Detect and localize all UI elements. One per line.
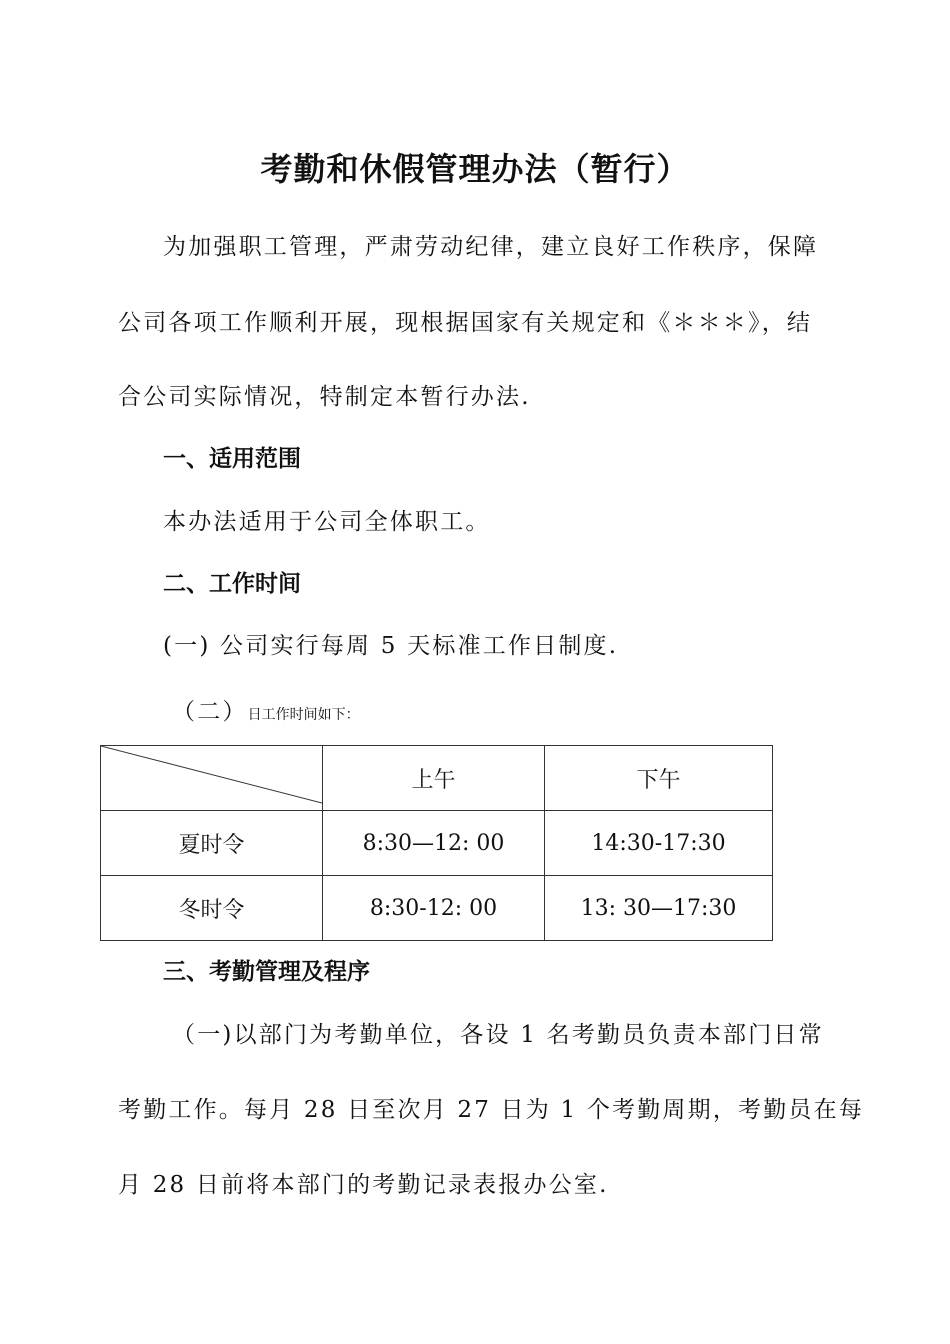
section-3-line-3: 月 28 日前将本部门的考勤记录表报办公室. [118,1172,609,1198]
afternoon-time: 13: 30—17:30 [545,876,773,941]
row-label: 夏时令 [101,811,323,876]
table-row [101,876,773,941]
section-3-line-1: （一)以部门为考勤单位，各设 1 名考勤员负责本部门日常 [172,1022,824,1048]
section-3-line-2: 考勤工作。每月 28 日至次月 27 日为 1 个考勤周期，考勤员在每 [118,1097,865,1123]
item-2-marker: （二） [172,699,248,725]
header-morning: 上午 [323,746,545,811]
table-header-row [101,746,773,811]
intro-line-3: 合公司实际情况，特制定本暂行办法. [118,384,531,410]
section-2-heading: 二、工作时间 [163,571,301,597]
work-hours-table [100,745,773,941]
table-row [101,811,773,876]
section-3-heading: 三、考勤管理及程序 [163,959,370,985]
intro-line-2: 公司各项工作顺利开展，现根据国家有关规定和《＊＊＊》，结 [118,310,813,336]
section-1-heading: 一、适用范围 [163,446,301,472]
morning-time: 8:30—12: 00 [323,811,545,876]
diagonal-line [101,746,322,810]
diagonal-header-cell [101,746,323,811]
document-title: 考勤和休假管理办法（暂行） [260,150,690,188]
item-2-text: 日工作时间如下： [247,707,360,723]
intro-line-1: 为加强职工管理，严肃劳动纪律，建立良好工作秩序，保障 [163,234,819,260]
section-2-item-1: (一) 公司实行每周 5 天标准工作日制度. [163,633,619,659]
morning-time: 8:30-12: 00 [323,876,545,941]
header-afternoon: 下午 [545,746,773,811]
section-1-body: 本办法适用于公司全体职工。 [163,509,491,535]
section-2-item-2 [172,693,360,726]
row-label: 冬时令 [101,876,323,941]
afternoon-time: 14:30-17:30 [545,811,773,876]
